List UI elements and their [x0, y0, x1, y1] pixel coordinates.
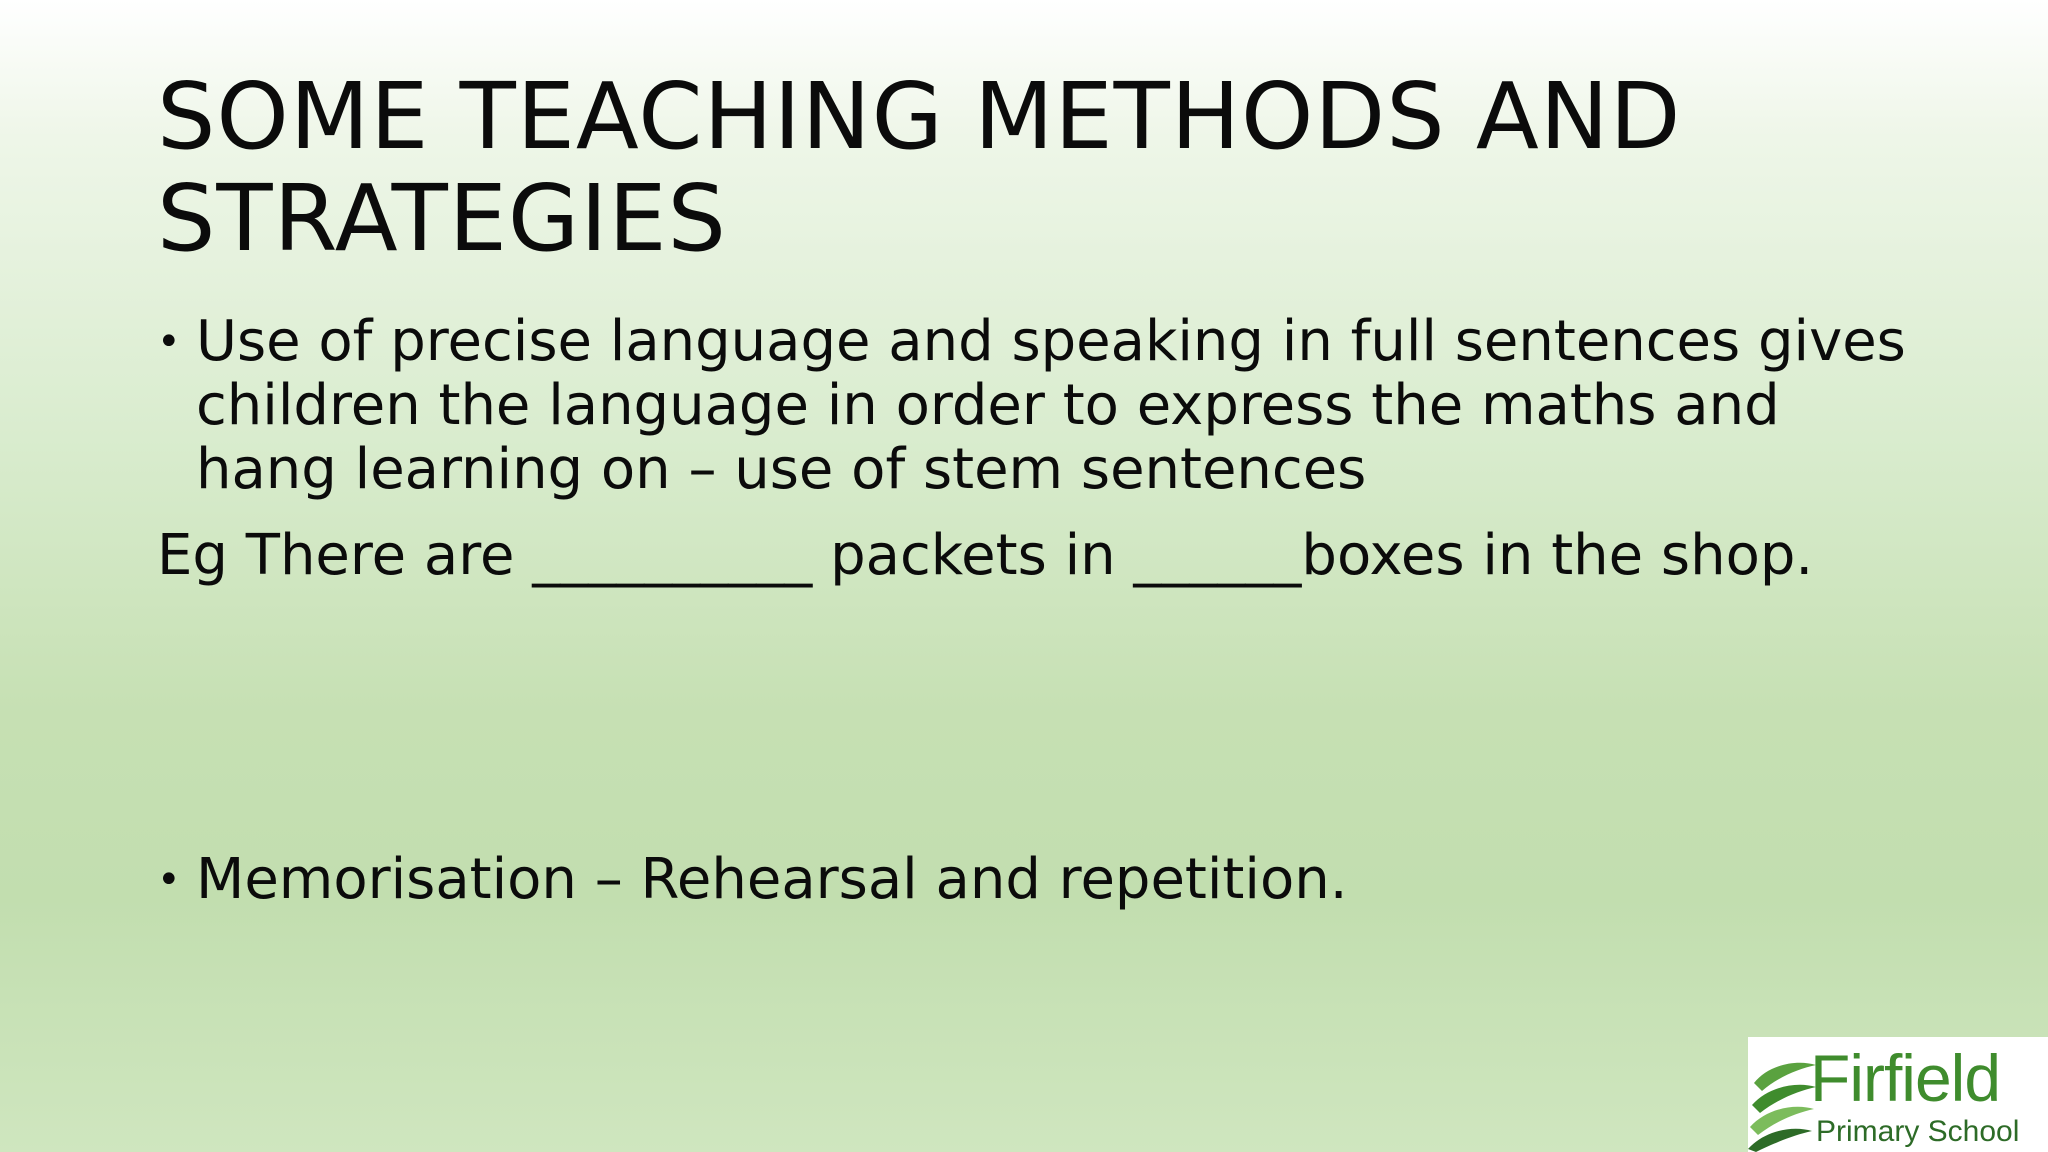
bullet-item-memorisation: [157, 848, 1917, 912]
bullet-row: [157, 848, 1917, 912]
bullet-dot-icon: •: [157, 319, 181, 365]
firfield-logo-icon: [1748, 1055, 1818, 1152]
example-stem-sentence: Eg There are __________ packets in ______boxes in the shop.: [157, 523, 1814, 588]
school-logo: [1748, 1037, 2048, 1152]
logo-subtitle: Primary School: [1816, 1115, 2020, 1148]
slide-title: SOME TEACHING METHODS AND STRATEGIES: [157, 63, 1682, 272]
bullet-text: Memorisation – Rehearsal and repetition.: [196, 847, 1348, 912]
bullet-text: Use of precise language and speaking in full sentences gives children the language in order to express the maths and hang learning on – use of stem sentences: [196, 309, 1906, 502]
bullet-item-precise-language: [157, 310, 1917, 502]
bullet-dot-icon: •: [157, 857, 181, 903]
logo-name: Firfield: [1810, 1041, 2001, 1115]
bullet-row: [157, 310, 1917, 502]
